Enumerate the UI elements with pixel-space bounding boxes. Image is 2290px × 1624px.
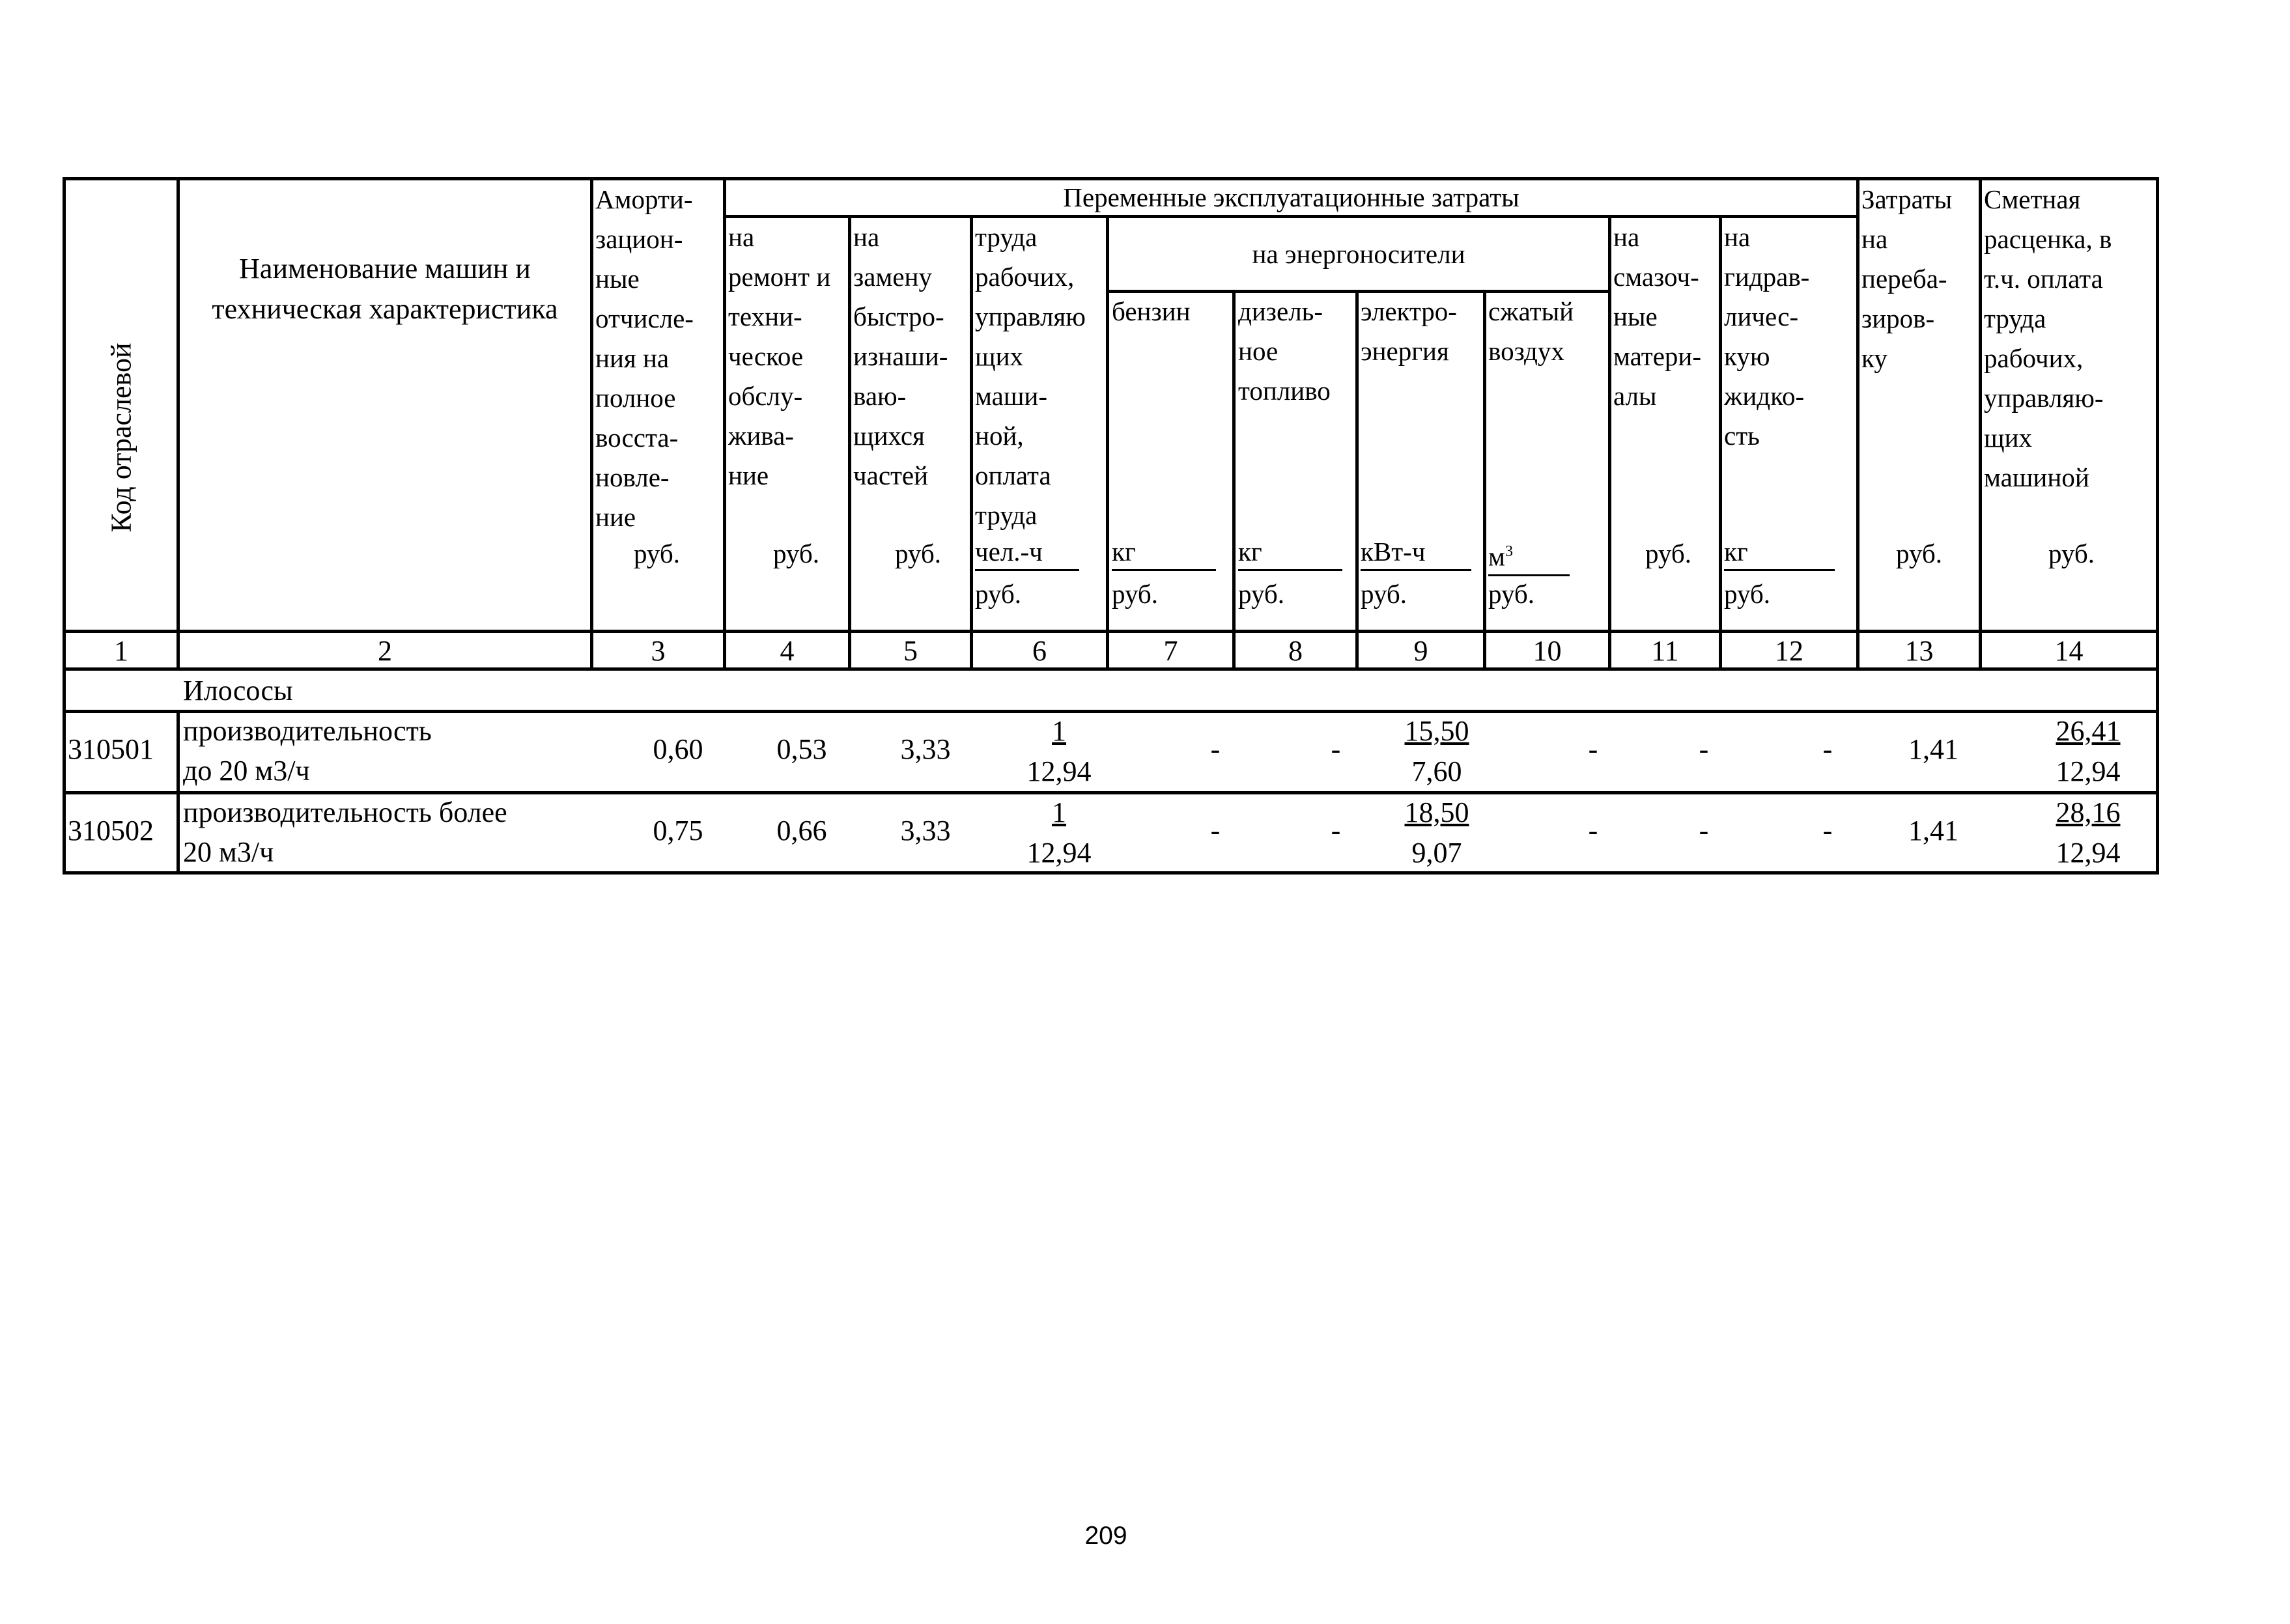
header-amort-label: Аморти- зацион- ные отчисле- ния на полное восста- новле- ние (595, 184, 694, 532)
row-electric (1385, 711, 1489, 792)
header-variable-label: Переменные эксплуатационные затраты (1063, 182, 1520, 212)
header-lube-label: на смазоч- ные матери- алы (1613, 222, 1702, 411)
colnum-7: 7 (1163, 635, 1178, 667)
unit-labor-top: чел.-ч (975, 534, 1079, 571)
header-code-label-wrap (63, 177, 180, 633)
colnum-10: 10 (1533, 635, 1562, 667)
row-estimate-top: 28,16 (2056, 796, 2121, 828)
row-estimate (2029, 711, 2147, 792)
unit-repair: руб. (772, 539, 819, 568)
header-energy-label: на энергоносители (1252, 239, 1465, 269)
row-estimate (2029, 792, 2147, 873)
colnum-13: 13 (1904, 635, 1934, 667)
header-estimate-label: Сметная расценка, в т.ч. оплата труда рабочих, управляю- щих машиной (1984, 184, 2112, 492)
colnum-14: 14 (2054, 635, 2084, 667)
row-diesel: - (1331, 815, 1341, 847)
colnum-2: 2 (378, 635, 392, 667)
colnum-9: 9 (1413, 635, 1428, 667)
unit-diesel-top: кг (1238, 534, 1342, 571)
row-electric-bottom: 9,07 (1411, 837, 1462, 869)
row-estimate-bottom: 12,94 (2056, 837, 2121, 869)
header-transfer-label: Затраты на переба- зиров- ку (1861, 184, 1953, 373)
row-repair: 0,53 (776, 733, 827, 765)
header-name-label: Наименование машин и техническая характеристика (212, 253, 558, 325)
unit-labor-bottom: руб. (975, 579, 1022, 609)
row-code: 310502 (68, 815, 154, 847)
header-electric-label: электро- энергия (1361, 296, 1457, 366)
row-estimate-top: 26,41 (2056, 715, 2121, 747)
unit-air-top (1488, 534, 1570, 576)
header-repair-label: на ремонт и техни- ческое обслу- жива- ние (728, 222, 831, 490)
row-electric (1385, 792, 1489, 873)
unit-replace: руб. (894, 539, 941, 568)
row-replace: 3,33 (900, 733, 951, 765)
rates-table (63, 177, 2159, 875)
colnum-11: 11 (1651, 635, 1679, 667)
page-number: 209 (1084, 1522, 1127, 1550)
unit-electric-bottom: руб. (1361, 579, 1407, 609)
colnum-5: 5 (903, 635, 918, 667)
row-labor-bottom: 12,94 (1026, 837, 1092, 869)
header-air-label: сжатый воздух (1488, 296, 1574, 366)
unit-air-sup: 3 (1505, 543, 1513, 560)
header-replace-label: на замену быстро- изнаши- ваю- щихся частей (853, 222, 948, 490)
colnum-3: 3 (651, 635, 666, 667)
header-labor-label: труда рабочих, управляю щих маши- ной, оплата труда (975, 222, 1086, 530)
header-code-label: Код отраслевой (105, 343, 137, 533)
header-diesel-label: дизель- ное топливо (1238, 296, 1331, 406)
row-transfer: 1,41 (1908, 815, 1958, 847)
unit-petrol-bottom: руб. (1112, 579, 1159, 609)
unit-air-m: м (1488, 541, 1505, 572)
row-replace: 3,33 (900, 815, 951, 847)
row-name: производительность до 20 м3/ч (183, 715, 432, 787)
row-lube: - (1699, 815, 1709, 847)
colnum-1: 1 (114, 635, 128, 667)
row-amort: 0,75 (653, 815, 703, 847)
row-diesel: - (1331, 733, 1341, 765)
header-petrol-label: бензин (1112, 296, 1191, 326)
unit-lube: руб. (1645, 539, 1691, 568)
group-title: Илососы (183, 675, 293, 707)
unit-estimate: руб. (2048, 539, 2095, 568)
row-hydraulic: - (1822, 733, 1833, 765)
colnum-6: 6 (1032, 635, 1047, 667)
row-repair: 0,66 (776, 815, 827, 847)
row-air: - (1588, 815, 1598, 847)
row-hydraulic: - (1822, 815, 1833, 847)
row-labor (1013, 792, 1105, 873)
colnum-12: 12 (1775, 635, 1803, 667)
row-electric-top: 18,50 (1404, 796, 1469, 828)
colnum-4: 4 (780, 635, 795, 667)
row-petrol: - (1210, 733, 1221, 765)
unit-air-bottom: руб. (1488, 579, 1535, 609)
unit-petrol-top: кг (1112, 534, 1216, 571)
header-name-cell (177, 177, 593, 633)
unit-amort: руб. (633, 539, 680, 568)
row-petrol: - (1210, 815, 1221, 847)
row-labor (1013, 711, 1105, 792)
row-lube: - (1699, 733, 1709, 765)
row-code: 310501 (68, 733, 154, 765)
row-electric-top: 15,50 (1404, 715, 1469, 747)
row-transfer: 1,41 (1908, 733, 1958, 765)
row-name: производительность более 20 м3/ч (183, 796, 507, 868)
unit-transfer: руб. (1895, 539, 1943, 568)
unit-hydraulic-bottom: руб. (1724, 579, 1771, 609)
row-estimate-bottom: 12,94 (2056, 755, 2121, 787)
row-labor-top: 1 (1052, 796, 1066, 828)
row-air: - (1588, 733, 1598, 765)
unit-hydraulic-top: кг (1724, 534, 1835, 571)
unit-diesel-bottom: руб. (1238, 579, 1285, 609)
colnum-8: 8 (1288, 635, 1303, 667)
unit-electric-top: кВт-ч (1361, 534, 1471, 571)
header-hydraulic-label: на гидрав- личес- кую жидко- сть (1724, 222, 1810, 451)
row-electric-bottom: 7,60 (1411, 755, 1462, 787)
row-labor-bottom: 12,94 (1026, 755, 1092, 787)
row-labor-top: 1 (1052, 715, 1066, 747)
row-amort: 0,60 (653, 733, 703, 765)
